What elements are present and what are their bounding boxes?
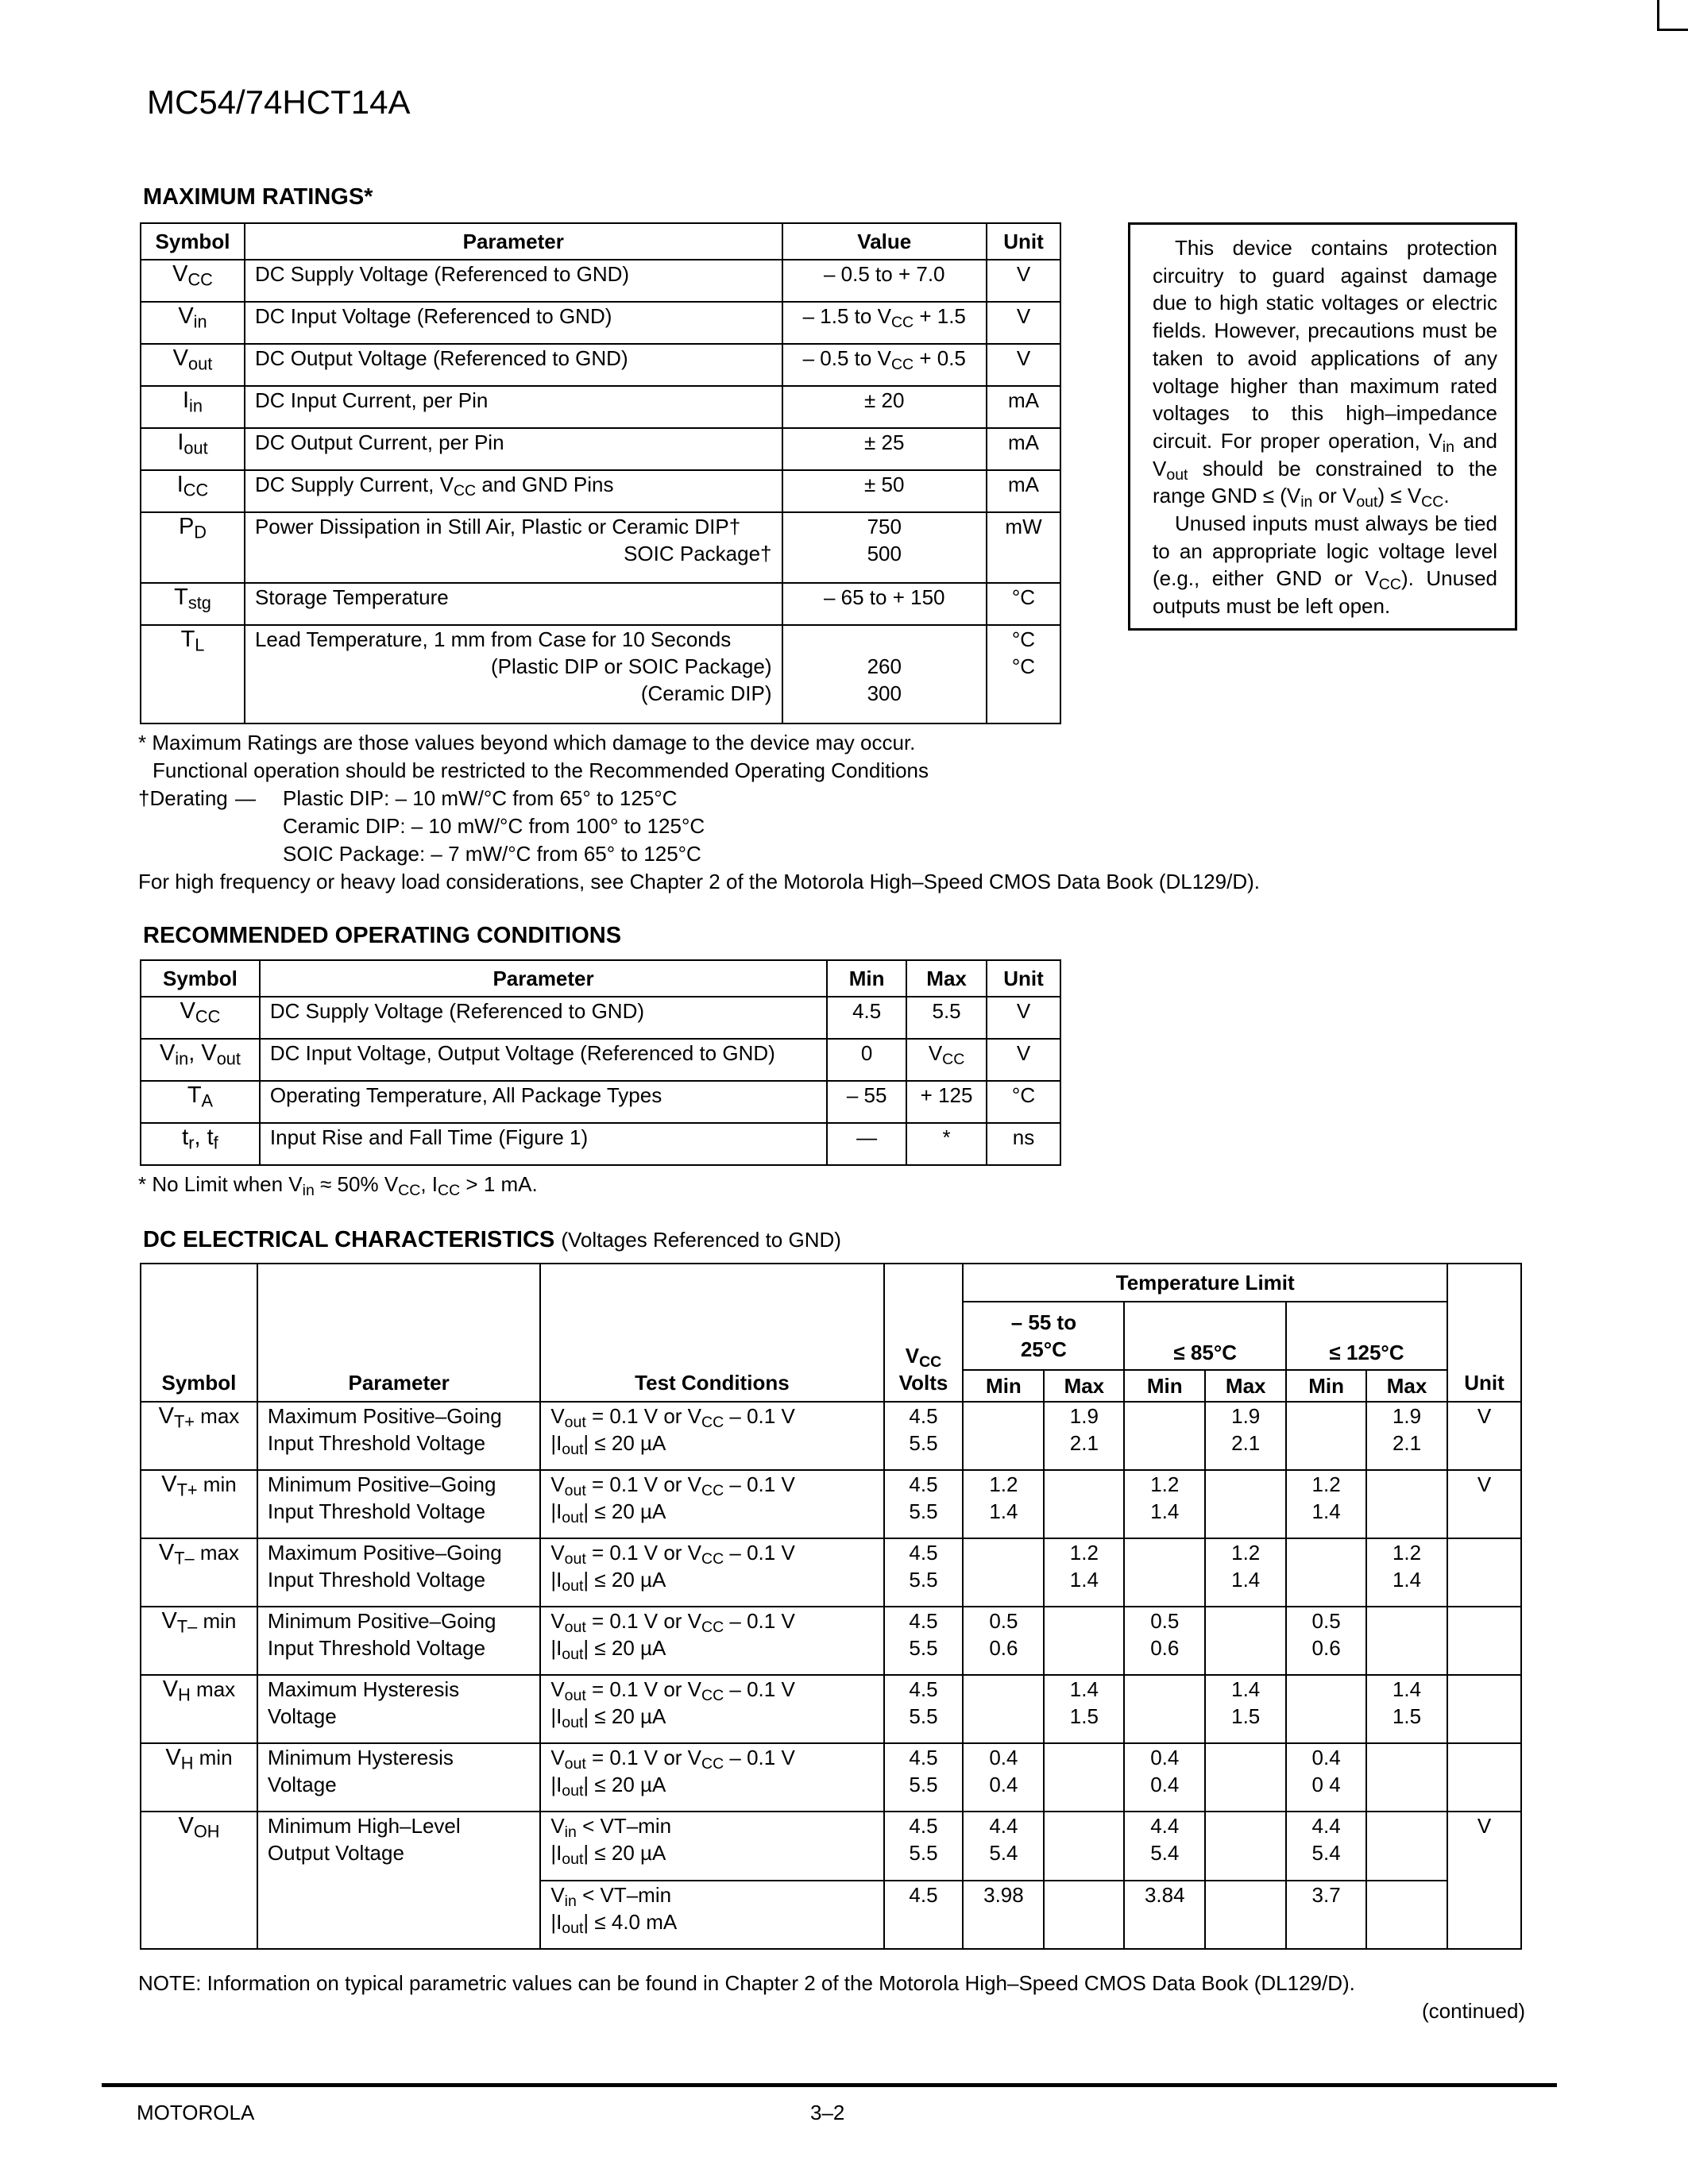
min-cell: 0.5 0.6 — [963, 1607, 1044, 1675]
table-row — [141, 1675, 1521, 1743]
unit-cell: V — [987, 302, 1060, 344]
max-cell — [1044, 1607, 1124, 1675]
min-cell — [963, 1402, 1044, 1470]
parameter-cell: DC Output Current, per Pin — [245, 428, 782, 470]
max-cell: 1.4 1.5 — [1205, 1675, 1286, 1743]
dc-char-rows — [141, 1402, 1521, 1812]
parameter-cell: Storage Temperature — [245, 583, 782, 625]
max-ratings-footnote: * Maximum Ratings are those values beyond which damage to the device may occur. Functional operation should be restricted to the Recommended Operating Conditions †Derating — Plastic DIP: – 10 mW/°C from 65° to 125°C Ceramic DIP: – 10 mW/°C from 100° to 125°C SOIC Package: – 7 mW/°C from 65° to 125°C For high frequency or heavy load considerations, see Chapter 2 of the Motorola High–Speed CMOS Data Book (DL129/D). — [138, 731, 1260, 893]
max-cell — [1205, 1607, 1286, 1675]
condition-cell: $V_{in} < VT-\min$ $|I_{out}| \le 4.0$ mA — [540, 1881, 883, 1949]
max-cell — [1044, 1812, 1124, 1881]
max-cell — [1366, 1881, 1447, 1949]
dc-char-heading: DC ELECTRICAL CHARACTERISTICS (Voltages Referenced to GND) — [143, 1227, 841, 1252]
min-cell: – 55 — [827, 1081, 906, 1123]
min-cell: 4.4 5.4 — [1124, 1812, 1205, 1881]
min-cell: 4.4 5.4 — [963, 1812, 1044, 1881]
unit-cell: mW — [987, 512, 1060, 583]
condition-cell: $V_{in} < VT-\min$ $|I_{out}| \le 20$ µA — [540, 1812, 883, 1881]
col-header-max: Max — [1044, 1370, 1124, 1402]
parameter-cell: Minimum High–Level Output Voltage — [257, 1812, 540, 1949]
vcc-cell: 4.5 5.5 — [884, 1607, 964, 1675]
protection-note-box — [1128, 222, 1517, 631]
symbol-cell: $V_{out}$ — [141, 344, 245, 386]
condition-cell: $V_{out} = 0.1$ V or $V_{CC} - 0.1$ V $|I_{out}| \le 20$ µA — [540, 1402, 883, 1470]
max-cell: 1.9 2.1 — [1366, 1402, 1447, 1470]
unit-cell: °C — [987, 583, 1060, 625]
col-header-test-conditions: Test Conditions — [540, 1264, 883, 1402]
min-cell: 0.4 0.4 — [1124, 1743, 1205, 1812]
parameter-cell: Operating Temperature, All Package Types — [260, 1081, 827, 1123]
table-row — [141, 302, 1060, 344]
max-cell — [1366, 1743, 1447, 1812]
table-row — [141, 470, 1060, 512]
unit-cell: V — [987, 344, 1060, 386]
value-cell: – 0.5 to $V_{CC} + 0.5$ — [782, 344, 987, 386]
table-row — [141, 625, 1060, 723]
footer-company: MOTOROLA — [137, 2101, 255, 2124]
parameter-cell: DC Supply Voltage (Referenced to GND) — [260, 997, 827, 1039]
value-cell: 260 300 — [782, 625, 987, 723]
min-cell — [1286, 1675, 1366, 1743]
col-header: Max — [906, 960, 987, 997]
table-row — [141, 260, 1060, 302]
parameter-cell: DC Supply Voltage (Referenced to GND) — [245, 260, 782, 302]
rec-op-footnote: * No Limit when $V_{in} \approx 50\%$ $V_{CC}$, $I_{CC} > 1$ mA. — [138, 1172, 538, 1199]
max-cell: 1.4 1.5 — [1044, 1675, 1124, 1743]
symbol-cell: $V_{OH}$ — [141, 1812, 257, 1949]
symbol-cell: $I_{CC}$ — [141, 470, 245, 512]
min-cell: 0.4 0.4 — [963, 1743, 1044, 1812]
parameter-cell: DC Input Current, per Pin — [245, 386, 782, 428]
unit-cell: mA — [987, 470, 1060, 512]
col-header: Value — [782, 223, 987, 260]
min-cell: 4.4 5.4 — [1286, 1812, 1366, 1881]
max-cell — [1205, 1881, 1286, 1949]
table-row — [141, 997, 1060, 1039]
col-header-temp-3: ≤ 125°C — [1286, 1302, 1447, 1370]
unit-cell: V — [1447, 1470, 1521, 1538]
col-header-unit: Unit — [1447, 1264, 1521, 1402]
value-cell: ± 50 — [782, 470, 987, 512]
vcc-cell: 4.5 5.5 — [884, 1402, 964, 1470]
unit-cell — [1447, 1538, 1521, 1607]
rec-op-table — [140, 959, 1061, 1166]
col-header: Min — [827, 960, 906, 997]
min-cell: 3.7 — [1286, 1881, 1366, 1949]
symbol-cell: $V_{in}$, $V_{out}$ — [141, 1039, 260, 1081]
symbol-cell: $V_H$ min — [141, 1743, 257, 1812]
symbol-cell: $I_{out}$ — [141, 428, 245, 470]
min-cell — [963, 1675, 1044, 1743]
doc-title: MC54/74HCT14A — [147, 83, 411, 121]
col-header-parameter: Parameter — [257, 1264, 540, 1402]
symbol-cell: $V_{in}$ — [141, 302, 245, 344]
symbol-cell: $V_{T+}$ max — [141, 1402, 257, 1470]
table-row — [141, 1123, 1060, 1165]
unit-cell: mA — [987, 428, 1060, 470]
unit-cell: V — [1447, 1812, 1521, 1949]
value-cell: ± 25 — [782, 428, 987, 470]
unit-cell — [1447, 1607, 1521, 1675]
table-row — [141, 344, 1060, 386]
footer-page-number: 3–2 — [810, 2101, 845, 2124]
symbol-cell: $V_H$ max — [141, 1675, 257, 1743]
vcc-cell: 4.5 5.5 — [884, 1675, 964, 1743]
condition-cell: $V_{out} = 0.1$ V or $V_{CC} - 0.1$ V $|I_{out}| \le 20$ µA — [540, 1607, 883, 1675]
max-cell — [1205, 1470, 1286, 1538]
min-cell: 1.2 1.4 — [1124, 1470, 1205, 1538]
min-cell — [1124, 1402, 1205, 1470]
value-cell: – 1.5 to $V_{CC} + 1.5$ — [782, 302, 987, 344]
unit-cell: V — [987, 1039, 1060, 1081]
condition-cell: $V_{out} = 0.1$ V or $V_{CC} - 0.1$ V $|I_{out}| \le 20$ µA — [540, 1470, 883, 1538]
min-cell — [1124, 1538, 1205, 1607]
max-cell — [1044, 1881, 1124, 1949]
vcc-cell: 4.5 5.5 — [884, 1743, 964, 1812]
table-row — [141, 1812, 1521, 1881]
symbol-cell: $V_{T-}$ max — [141, 1538, 257, 1607]
table-row — [141, 1607, 1521, 1675]
value-cell: 750 500 — [782, 512, 987, 583]
max-cell — [1044, 1743, 1124, 1812]
col-header: Parameter — [260, 960, 827, 997]
min-cell — [1286, 1402, 1366, 1470]
min-cell: 1.2 1.4 — [963, 1470, 1044, 1538]
max-cell — [1205, 1743, 1286, 1812]
col-header-min: Min — [963, 1370, 1044, 1402]
table-row — [141, 1470, 1521, 1538]
value-cell: – 0.5 to + 7.0 — [782, 260, 987, 302]
vcc-cell: 4.5 — [884, 1881, 964, 1949]
col-header: Unit — [987, 960, 1060, 997]
continued-label: (continued) — [1422, 1999, 1526, 2023]
rec-op-heading: RECOMMENDED OPERATING CONDITIONS — [143, 923, 622, 948]
table-header-row — [141, 223, 1060, 260]
unit-cell: V — [1447, 1402, 1521, 1470]
max-cell: 5.5 — [906, 997, 987, 1039]
max-cell: 1.2 1.4 — [1366, 1538, 1447, 1607]
symbol-cell: $I_{in}$ — [141, 386, 245, 428]
col-header: Unit — [987, 223, 1060, 260]
col-header-max: Max — [1366, 1370, 1447, 1402]
parameter-cell: Input Rise and Fall Time (Figure 1) — [260, 1123, 827, 1165]
parameter-cell: Lead Temperature, 1 mm from Case for 10 Seconds (Plastic DIP or SOIC Package) (Ceramic DIP) — [245, 625, 782, 723]
table-row — [141, 1743, 1521, 1812]
max-cell: 1.9 2.1 — [1205, 1402, 1286, 1470]
dc-char-table — [140, 1263, 1522, 1950]
value-cell: ± 20 — [782, 386, 987, 428]
table-row — [141, 1039, 1060, 1081]
max-cell — [1044, 1470, 1124, 1538]
min-cell: 0.5 0.6 — [1286, 1607, 1366, 1675]
table-row — [141, 512, 1060, 583]
max-cell — [1205, 1812, 1286, 1881]
condition-cell: $V_{out} = 0.1$ V or $V_{CC} - 0.1$ V $|I_{out}| \le 20$ µA — [540, 1675, 883, 1743]
col-header-vcc: $V_{CC}$ Volts — [884, 1264, 964, 1402]
table-row — [141, 1402, 1521, 1470]
unit-cell: °C °C — [987, 625, 1060, 723]
min-cell — [1124, 1675, 1205, 1743]
value-cell: – 65 to + 150 — [782, 583, 987, 625]
min-cell: 3.98 — [963, 1881, 1044, 1949]
symbol-cell: $T_L$ — [141, 625, 245, 723]
max-cell: + 125 — [906, 1081, 987, 1123]
col-header-min: Min — [1124, 1370, 1205, 1402]
table-header-row — [141, 960, 1060, 997]
symbol-cell: $V_{T+}$ min — [141, 1470, 257, 1538]
parameter-cell: Minimum Hysteresis Voltage — [257, 1743, 540, 1812]
max-cell: 1.4 1.5 — [1366, 1675, 1447, 1743]
max-cell: * — [906, 1123, 987, 1165]
unit-cell — [1447, 1675, 1521, 1743]
parameter-cell: DC Input Voltage, Output Voltage (Referenced to GND) — [260, 1039, 827, 1081]
dc-char-note: NOTE: Information on typical parametric values can be found in Chapter 2 of the Motorola High–Speed CMOS Data Book (DL129/D). — [138, 1971, 1355, 1995]
max-cell — [1366, 1470, 1447, 1538]
table-row — [141, 386, 1060, 428]
condition-cell: $V_{out} = 0.1$ V or $V_{CC} - 0.1$ V $|I_{out}| \le 20$ µA — [540, 1538, 883, 1607]
parameter-cell: Minimum Positive–Going Input Threshold Voltage — [257, 1607, 540, 1675]
parameter-cell: Minimum Positive–Going Input Threshold Voltage — [257, 1470, 540, 1538]
symbol-cell: $T_A$ — [141, 1081, 260, 1123]
symbol-cell: $V_{T-}$ min — [141, 1607, 257, 1675]
footer-rule — [102, 2083, 1557, 2087]
min-cell: 1.2 1.4 — [1286, 1470, 1366, 1538]
max-cell — [1366, 1607, 1447, 1675]
max-cell — [1366, 1812, 1447, 1881]
col-header: Symbol — [141, 223, 245, 260]
max-cell: $V_{CC}$ — [906, 1039, 987, 1081]
min-cell: 0.4 0 4 — [1286, 1743, 1366, 1812]
symbol-cell: $t_r$, $t_f$ — [141, 1123, 260, 1165]
symbol-cell: $V_{CC}$ — [141, 997, 260, 1039]
unit-cell: V — [987, 997, 1060, 1039]
col-header: Parameter — [245, 223, 782, 260]
parameter-cell: DC Output Voltage (Referenced to GND) — [245, 344, 782, 386]
page-corner-mark — [1657, 0, 1688, 31]
min-cell: — — [827, 1123, 906, 1165]
table-row — [141, 1081, 1060, 1123]
unit-cell — [1447, 1743, 1521, 1812]
table-row — [141, 1538, 1521, 1607]
parameter-cell: Maximum Positive–Going Input Threshold Voltage — [257, 1402, 540, 1470]
parameter-cell: Power Dissipation in Still Air, Plastic or Ceramic DIP† SOIC Package† — [245, 512, 782, 583]
table-row — [141, 583, 1060, 625]
col-header-temp-1: – 55 to 25°C — [963, 1302, 1124, 1370]
parameter-cell: DC Input Voltage (Referenced to GND) — [245, 302, 782, 344]
symbol-cell: $V_{CC}$ — [141, 260, 245, 302]
col-header-max: Max — [1205, 1370, 1286, 1402]
min-cell — [963, 1538, 1044, 1607]
max-cell: 1.2 1.4 — [1205, 1538, 1286, 1607]
table-header-row — [141, 1264, 1521, 1302]
min-cell — [1286, 1538, 1366, 1607]
symbol-cell: $T_{stg}$ — [141, 583, 245, 625]
col-header-temp-limit: Temperature Limit — [963, 1264, 1447, 1302]
unit-cell: V — [987, 260, 1060, 302]
protection-note-p2: Unused inputs must always be tied to an appropriate logic voltage level (e.g., either GND or $V_{CC}$). Unused outputs must be left open. — [1153, 511, 1497, 619]
max-cell: 1.9 2.1 — [1044, 1402, 1124, 1470]
protection-note-p1: This device contains protection circuitry to guard against damage due to high static voltages or electric fields. However, precautions must be taken to avoid applications of any voltage higher than maximum rated voltages to this high–impedance circuit. For proper operation, $V_{in}$ and $V_{out}$ should be constrained to the range GND ≤ ($V_{in}$ or $V_{out}) \le V_{CC}$. — [1153, 236, 1497, 511]
vcc-cell: 4.5 5.5 — [884, 1470, 964, 1538]
min-cell: 0 — [827, 1039, 906, 1081]
vcc-cell: 4.5 5.5 — [884, 1812, 964, 1881]
symbol-cell: $P_D$ — [141, 512, 245, 583]
max-ratings-heading: MAXIMUM RATINGS* — [143, 184, 373, 210]
max-cell: 1.2 1.4 — [1044, 1538, 1124, 1607]
unit-cell: °C — [987, 1081, 1060, 1123]
condition-cell: $V_{out} = 0.1$ V or $V_{CC} - 0.1$ V $|I_{out}| \le 20$ µA — [540, 1743, 883, 1812]
col-header: Symbol — [141, 960, 260, 997]
table-row — [141, 428, 1060, 470]
parameter-cell: DC Supply Current, $V_{CC}$ and GND Pins — [245, 470, 782, 512]
col-header-symbol: Symbol — [141, 1264, 257, 1402]
min-cell: 4.5 — [827, 997, 906, 1039]
col-header-min: Min — [1286, 1370, 1366, 1402]
vcc-cell: 4.5 5.5 — [884, 1538, 964, 1607]
parameter-cell: Maximum Positive–Going Input Threshold Voltage — [257, 1538, 540, 1607]
min-cell: 3.84 — [1124, 1881, 1205, 1949]
col-header-temp-2: ≤ 85°C — [1124, 1302, 1286, 1370]
min-cell: 0.5 0.6 — [1124, 1607, 1205, 1675]
unit-cell: mA — [987, 386, 1060, 428]
max-ratings-table — [140, 222, 1061, 724]
parameter-cell: Maximum Hysteresis Voltage — [257, 1675, 540, 1743]
unit-cell: ns — [987, 1123, 1060, 1165]
